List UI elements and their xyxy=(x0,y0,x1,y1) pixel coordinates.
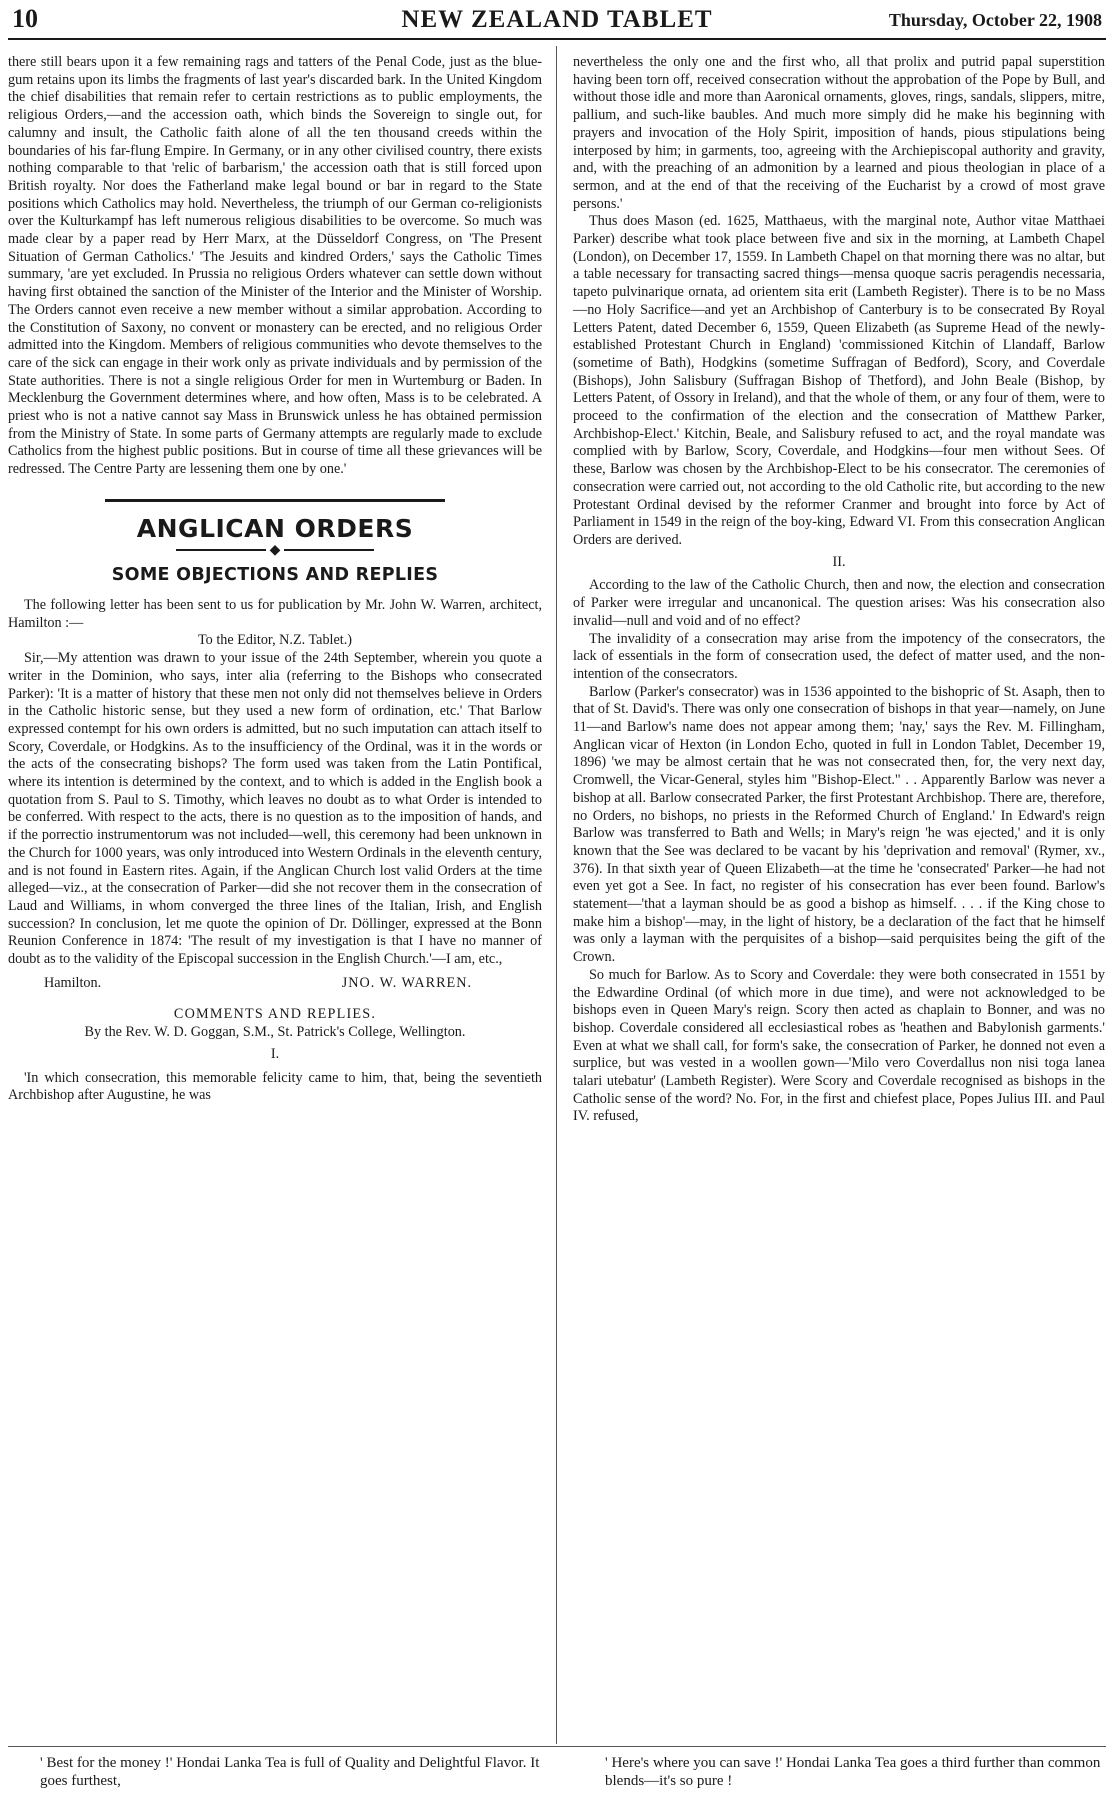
article-subhead: SOME OBJECTIONS AND REPLIES xyxy=(111,565,439,586)
footer-rule xyxy=(8,1746,1106,1747)
letter-intro: The following letter has been sent to us for publication by Mr. John W. Warren, architect, Hamilton :— xyxy=(8,596,542,631)
left-column xyxy=(8,54,542,1105)
comments-heading: COMMENTS AND REPLIES. xyxy=(173,1006,377,1023)
paragraph-6: So much for Barlow. As to Scory and Coverdale: they were both consecrated in 1551 by the Edwardine Ordinal (of which more in due time), and were not acknowledged to be bishops even in Queen Mary's reign. Scory then acted as chaplain to Bonner, and was no bishop. Coverdale considered all ecclesiastical robes as 'heathen and Babylonish garments.' Even at what we shall call, for form's sake, the consecration of Parker, he donned not even a surplice, but was vested in a woollen gown—'Milo vero Coverdallus non nisi toga lanea talari utebatur' (Lambeth Register). Were Scory and Coverdale recognised as bishops in the Catholic sense of the word? No. For, in the first and chiefest place, Popes Julius III. and Paul IV. refused, xyxy=(573,966,1105,1125)
issue-date: Thursday, October 22, 1908 xyxy=(888,10,1102,30)
masthead xyxy=(8,4,1106,40)
paragraph-5: Barlow (Parker's consecrator) was in 1536 appointed to the bishopric of St. Asaph, then to that of St. David's. There was only one consecration of bishops in that year—namely, on June 11—and Barlow's name does not appear among them; 'nay,' says the Rev. M. Fillingham, Anglican vicar of Hexton (in London Echo, quoted in full in London Tablet, December 19, 1896) 'we may be almost certain that he was not consecrated then, for, the very next day, Cromwell, the Vicar-General, styles him "Bishop-Elect." . . Apparently Barlow was never a bishop at all. Barlow consecrated Parker, the first Protestant Archbishop. There are, therefore, no Orders, no bishops, no priests in the Reformed Church of England.' In Edward's reign Barlow was transferred to Bath and Wells; in Mary's reign 'he was ejected,' and it is only known that the See was declared to be vacant by his 'deprivation and removal' (Rymer, xv., 376). In that sixth year of Queen Elizabeth—at the time he 'consecrated' Parker—he had not even yet got a See. In fact, no register of his consecration has ever been found. Barlow's statement—'that a layman should be as good a bishop as himself. . . . if the King chose to make him a bishop'—may, in the light of history, be a declaration of the fact that he himself was only a layman with the perquisites of a bishop—said perquisites being the gift of the Crown. xyxy=(573,683,1105,966)
letter-body: Sir,—My attention was drawn to your issue of the 24th September, wherein you quote a writer in the Dominion, who says, inter alia (referring to the Bishops who consecrated Parker): 'It is a matter of history that these men not only did not themselves believe in Orders in the Catholic historic sense, but they used a new form of ordination, etc.' That Barlow expressed contempt for his own orders is admitted, but no such imputation can attach itself to Scory, Coverdale, or Hodgkins. As to the insufficiency of the Ordinal, was it in the words or the acts of the consecrating bishops? The form used was taken from the Latin Pontifical, where its intention is determined by the context, and to which is added in the English book a quotation from S. Paul to S. Timothy, which leaves no doubt as to what Order is intended to be conferred. With respect to the acts, there is no question as to the imposition of hands, and if the porrectio instrumentorum was not included—well, this ceremony had been unknown in the Church for 1000 years, was only introduced into Western Ordinals in the eleventh century, and is not found in Eastern rites. Again, if the Anglican Church lost valid Orders at the time alleged—viz., at the consecration of Parker—did she not recover them in the consecration of Laud and Williams, in whom converged the three lines of the Italian, Irish, and English succession? In conclusion, let me quote the opinion of Dr. Döllinger, expressed at the Bonn Reunion Conference in 1874: 'The result of my investigation is that I have no manner of doubt as to the validity of the Episcopal succession in the English Church.'—I am, etc., xyxy=(8,650,542,968)
right-column xyxy=(573,54,1105,1126)
paragraph-2: Thus does Mason (ed. 1625, Matthaeus, with the marginal note, Author vitae Matthaei Parker) describe what took place between five and six in the morning, at Lambeth Chapel (London), on December 17, 1559. In Lambeth Chapel on that morning there was no altar, but a table necessary for transacting sacred things—mensa quoque sacris peragendis necessaria, tapeto pulvinarique ornata, ad orientem sita erit (Lambeth Register). There is to be no Mass—no Holy Sacrifice—and yet an Archbishop of Canterbury is to be consecrated By Royal Letters Patent, dated December 6, 1559, Queen Elizabeth (as Supreme Head of the newly-established Protestant Church in England) 'commissioned Kitchin of Llandaff, Barlow (sometime of Bath), Hodgkins (sometime Suffragan of Bedford), Scory, and Coverdale (Bishops), John Salisbury (Suffragan Bishop of Thetford), and John Beale (Bishop, by Letters Patent, of Ossory in Ireland), and that the whole of them, or any four of them, were to proceed to the confirmation of the election and the consecration of Matthew Parker, Archbishop-Elect.' Kitchin, Beale, and Salisbury refused to act, and the royal mandate was complied with by Barlow, Scory, Coverdale, and Hodgkins—four men without Sees. Of these, Barlow was chosen by the Archbishop-Elect to be his consecrator. The ceremonies of consecration were carried out, not according to the old Catholic rite, but according to the new Protestant Ordinal devised by the reformer Cranmer and brought into force by Act of Parliament in 1549 in the reign of the boy-king, Edward VI. From this consecration Anglican Orders are derived. xyxy=(573,213,1105,548)
byline: By the Rev. W. D. Goggan, S.M., St. Patrick's College, Wellington. xyxy=(84,1024,466,1041)
letter-salutation: To the Editor, N.Z. Tablet.) xyxy=(198,632,352,649)
letter-signature xyxy=(8,975,542,993)
intro-paragraph: there still bears upon it a few remaining rags and tatters of the Penal Code, just as the blue-gum retains upon its limbs the fragments of last year's discarded bark. In the United Kingdom the chief disabilities that remain refer to certain restrictions as to public employments, the religious Orders,—and the accession oath, which binds the Sovereign to single out, for calumny and insult, the Catholic faith alone of all the ten thousand creeds within the boundaries of his far-flung Empire. In Germany, or in any other civilised country, there exists nothing comparable to that 'relic of barbarism,' the accession oath that is still forced upon British royalty. Nor does the Fatherland make legal bound or bar in regard to the State positions which Catholics may hold. Nevertheless, the triumph of our German co-religionists over the Kulturkampf has left numerous religious disabilities to be overcome. So much was made clear by a paper read by Herr Marx, at the Düsseldorf Congress, on 'The Present Situation of German Catholics.' 'The Jesuits and kindred Orders,' says the Catholic Times summary, 'are yet excluded. In Prussia no religious Orders whatever can settle down without having first obtained the sanction of the Minister of the Interior and the Minister of Worship. The Orders cannot even receive a new member without a similar approbation. According to the Constitution of Saxony, no convent or monastery can be erected, and no religious Order admitted into the Kingdom. Members of religious communities who devote themselves to the care of the sick can engage in their work only as private individuals and by permission of the State authorities. There is not a single religious Order for men in Wurtemburg or Baden. In Mecklenburg the Government determines where, and how often, Mass is to be celebrated. A priest who is not a native cannot say Mass in Brunswick unless he has obtained permission from the Ministry of State. In some parts of Germany attempts are regularly made to exclude Catholics from the highest public positions. But in course of time all these grievances will be redressed. The Centre Party are lessening them one by one.' xyxy=(8,54,542,478)
section-rule xyxy=(105,499,445,502)
comment-paragraph: 'In which consecration, this memorable felicity came to him, that, being the seventieth Archbishop after Augustine, he was xyxy=(8,1069,542,1104)
column-divider xyxy=(556,46,557,1744)
paragraph-3: According to the law of the Catholic Church, then and now, the election and consecration of Parker were irregular and uncanonical. The question arises: Was his consecration also invalid—null and void and of no effect? xyxy=(573,577,1105,629)
signature-place: Hamilton. xyxy=(44,974,102,991)
footer-ad-left: ' Best for the money !' Hondai Lanka Tea is full of Quality and Delightful Flavor. It goes furthest, xyxy=(40,1755,540,1789)
section-numeral-one: I. xyxy=(270,1045,280,1062)
paragraph-1: nevertheless the only one and the first who, all that prolix and putrid papal superstition having been torn off, received consecration without the approbation of the Pope by Bull, and without those idle and more than Aaronical ornaments, gloves, rings, sandals, slippers, mitre, pallium, and such-like baubles. And much more simply did he make his beginning with prayers and invocation of the Holy Spirit, imposition of hands, pious stipulations being interposed by him; in garments, too, agreeing with the Archiepiscopal authority and gravity, and, with the preaching of an admonition by a learned and pious theologian in place of a sermon, and at the end of that the receiving of the Eucharist by a crowd of most grave persons.' xyxy=(573,54,1105,212)
ornament-divider: ◆ xyxy=(8,542,542,560)
paper-title: NEW ZEALAND TABLET xyxy=(401,6,713,33)
footer-ad-right: ' Here's where you can save !' Hondai Lanka Tea goes a third further than common blends—it's so pure ! xyxy=(605,1755,1101,1789)
page-number: 10 xyxy=(12,4,38,33)
section-numeral-two: II. xyxy=(832,553,846,570)
article-headline: ANGLICAN ORDERS xyxy=(136,513,414,543)
paragraph-4: The invalidity of a consecration may arise from the impotency of the consecrators, the lack of essentials in the form of consecration used, the defect of matter used, and the non-intention of the consecrators. xyxy=(573,630,1105,682)
signature-name: JNO. W. WARREN. xyxy=(341,974,472,991)
